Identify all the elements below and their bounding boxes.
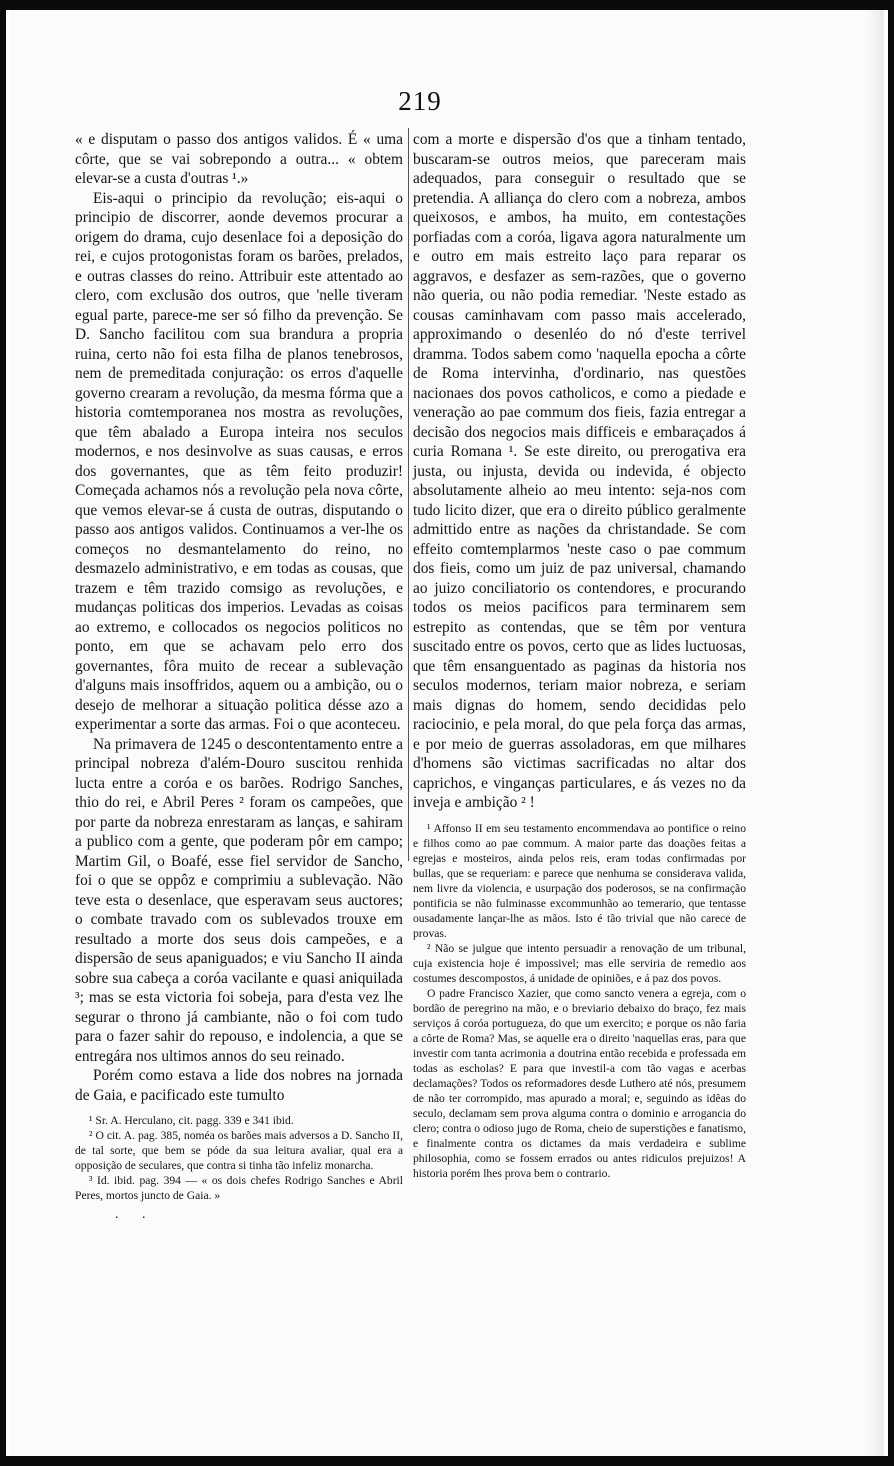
paragraph: Eis-aqui o principio da revolução; eis-aqui o principio de discorrer, aonde devemos procurar a origem do drama, cujo desenlace foi a deposição do rei, e cujos protogonistas foram os barões, prelados, e outras classes do reino. Attribuir este attentado ao clero, com exclusão dos outros, que 'nelle tiveram egual parte, parece-me ser só filho da prevenção. Se D. Sancho facilitou com sua brandura a propria ruina, certo não foi esta filha de planos tenebrosos, nem de premeditada conjuração: os erros d'aquelle governo crearam a revolução, da mesma fórma que a historia comtemporanea nos mostra as revoluções, que têm abalado a Europa inteira nos seculos modernos, e nos desinvolve as suas causas, e erros dos governantes, que as têm feito produzir! Começada achamos nós a revolução pela nova côrte, que vemos elevar-se á custa de outras, disputando o passo aos antigos validos. Continuamos a ver-lhe os começos no desmantelamento do reino, no desmazelo administrativo, e em todas as cousas, que trazem e têm trazido comsigo as revoluções, e mudanças politicas dos imperios. Levadas as coisas ao extremo, e collocados os negocios politicos no ponto, em que se achavam pelo erro dos governantes, fôra muito de recear a sublevação d'alguns mais insoffridos, aquem ou a ambição, ou o desejo de melhorar a situação politica désse azo a experimentar a sorte das armas. Foi o que aconteceu.: [75, 189, 403, 733]
footnote: O padre Francisco Xazier, que como sancto venera a egreja, com o bordão de peregrino na mão, e o breviario debaixo do braço, fez mais serviços á coróa portugueza, do que um exercito; e porque os não faria a côrte de Roma? Mas, se aquelle era o direito 'naquellas eras, para que investir com tanta acrimonia a doutrina então recebida e professada em todas as escholas? E para que investil-a com tão vagas e acerbas declamações? Todos os reformadores desde Luthero até nós, presumem de não ter corrompido, mas apurado a moral; e, seguindo as idêas do seculo, declamam sem prova alguma contra o dominio e arrogancia do clero; contra o odioso jugo de Roma, cheio de superstições e fanatismo, e finalmente contra os dictames da mais verdadeira e sublime philosophia, como se fossem errados ou antes ridiculos prejuizos! A historia porém lhes prova bem o contrario.: [413, 986, 746, 1180]
left-column: [75, 130, 403, 1223]
column-divider: [408, 128, 409, 861]
paragraph: Porém como estava a lide dos nobres na jornada de Gaia, e pacificado este tumulto: [75, 1067, 403, 1104]
footnote: ¹ Sr. A. Herculano, cit. pagg. 339 e 341 ibid.: [89, 1114, 294, 1127]
page-edge-shadow: [866, 10, 884, 1456]
left-footnotes: [75, 1113, 403, 1203]
footnote: ² Não se julgue que intento persuadir a renovação de um tribunal, cuja existencia hoje é impossivel; mas elle serviria de remedio aos costumes descompostos, á unidade de opiniões, e á paz dos povos.: [413, 941, 746, 985]
right-column: [413, 130, 746, 1181]
right-body-text: [413, 130, 746, 813]
footnote: ³ Id. ibid. pag. 394 — « os dois chefes Rodrigo Sanches e Abril Peres, mortos juncto de Gaia. »: [75, 1174, 403, 1202]
page-number: 219: [398, 86, 442, 116]
tail-mark: . .: [115, 1207, 156, 1222]
paragraph: com a morte e dispersão d'os que a tinham tentado, buscaram-se outros meios, que pareceram mais adequados, para conseguir o resultado que se pretendia. A alliança do clero com a nobreza, ambos queixosos, e ambos, ha muito, em contestações porfiadas com a coróa, ligava agora naturalmente um e outro em mais estreito laço para reparar os aggravos, e desfazer as sem-razões, que o governo não queria, ou não podia remediar. 'Neste estado as cousas caminhavam com passo mais accelerado, approximando o desenléo do nó d'este terrivel dramma. Todos sabem como 'naquella epocha a côrte de Roma intervinha, d'ordinario, nas questões nacionaes dos povos catholicos, e como a piedade e veneração ao pae commum dos fieis, fazia entregar a decisão dos negocios mais difficeis e embaraçados á curia Romana ¹. Se este direito, ou prerogativa era justa, ou injusta, devida ou indevida, é objecto absolutamente alheio ao meu intento: seja-nos com tudo licito dizer, que era o direito público geralmente admittido entre as nações da christandade. Se com effeito comtemplarmos 'neste caso o pae commum dos fieis, como um juiz de paz universal, chamando ao juizo conciliatorio os contendores, e procurando todos os meios pacificos para terminarem sem estrepito as contendas, que se têm por ventura suscitado entre os povos, certo que as lides luctuosas, que têm ensanguentado as paginas da historia nos seculos modernos, teriam maior nobreza, e seriam mais dignas do homem, sendo decididas pelo raciocinio, e pela moral, do que pela força das armas, e por meio de guerras assoladoras, em que milhares d'homens são victimas sacrificadas no altar dos caprichos, e vinganças particulares, e ás vezes no da inveja e ambição ² !: [413, 131, 746, 811]
footnote: ² O cit. A. pag. 385, noméa os barões mais adversos a D. Sancho II, de tal sorte, que bem se póde da sua leitura avaliar, qual era a opposição de seculares, que contra si tinha tão infeliz monarcha.: [75, 1129, 403, 1172]
left-body-text: [75, 130, 403, 1105]
paragraph: Na primavera de 1245 o descontentamento entre a principal nobreza d'além-Douro suscitou renhida lucta entre a coróa e os barões. Rodrigo Sanches, thio do rei, e Abril Peres ² foram os campeões, que por parte da nobreza enrestaram as lanças, e sahiram a publico com a gente, que poderam pôr em campo; Martim Gil, o Boafé, esse fiel servidor de Sancho, foi o que se oppôz e comprimiu a sublevação. Não teve esta o desenlace, que esperavam seus auctores; o combate travado com os sublevados trouxe em resultado a morte dos seus dois campeões, e a dispersão de seus apaniguados; e viu Sancho II ainda sobre sua cabeça a coróa vacilante e quasi aniquilada ³; mas se esta victoria foi sobeja, para d'esta vez lhe segurar o throno já cambiante, não o foi com tudo para o fazer sahir do repouso, e indolencia, a que se entregára nos ultimos annos do seu reinado.: [75, 735, 403, 1065]
paragraph: « e disputam o passo dos antigos validos. É « uma côrte, que se vai sobrepondo a outra... « obtem elevar-se a custa d'outras ¹.»: [75, 131, 403, 187]
footnote: ¹ Affonso II em seu testamento encommendava ao pontifice o reino e filhos como ao pae commum. A maior parte das doações feitas a egrejas e mosteiros, ainda pelos reis, eram todas confirmadas por bullas, que se requeriam: e parece que nenhuma se considerava valida, nem livre da violencia, e usurpação dos poderosos, se na confirmação pontificia se não fulminasse excommunhão ao temerario, que tentasse ousadamente lançar-lhe as mãos. Isto é tão trivial que não carece de provas.: [413, 821, 746, 940]
right-footnotes: [413, 821, 746, 1181]
